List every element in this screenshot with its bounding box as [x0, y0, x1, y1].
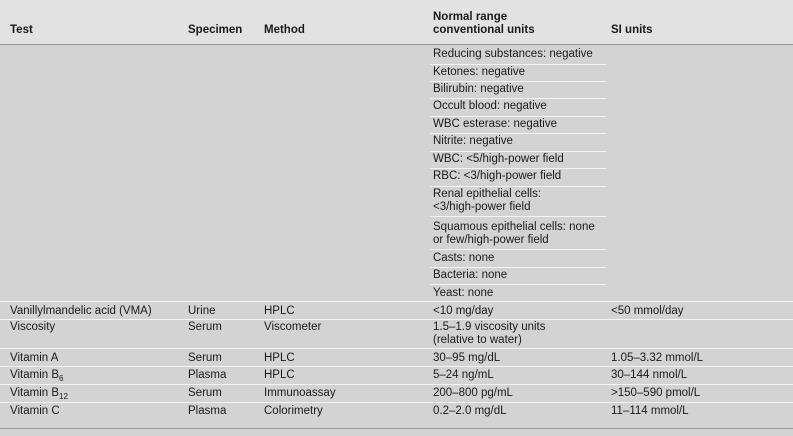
list-item: Casts: none: [433, 252, 495, 264]
cell-normal: <10 mg/day: [433, 305, 494, 317]
cell-test: Viscosity: [10, 321, 56, 333]
cell-test: Vitamin $B_6$: [10, 369, 64, 383]
list-item: <3/high-power field: [433, 201, 531, 213]
list-item: Bacteria: none: [433, 269, 508, 281]
cell-method: HPLC: [264, 352, 295, 364]
list-item: Occult blood: negative: [433, 100, 547, 112]
header-si-units: SI units: [611, 24, 653, 36]
list-item: WBC esterase: negative: [433, 118, 558, 130]
cell-method: HPLC: [264, 305, 295, 317]
cell-method: HPLC: [264, 369, 295, 381]
cell-specimen: Serum: [188, 352, 222, 364]
cell-test: Vitamin C: [10, 405, 60, 417]
header-test: Test: [10, 24, 33, 36]
cell-normal: 30–95 mg/dL: [433, 352, 501, 364]
cell-si: 30–144 nmol/L: [611, 369, 688, 381]
header-normal-range: Normal range: [433, 11, 508, 23]
cell-si: 11–114 mmol/L: [611, 405, 689, 417]
list-item: Ketones: negative: [433, 66, 526, 78]
cell-test: Vanillylmandelic acid (VMA): [10, 305, 152, 317]
header-conventional-units: conventional units: [433, 24, 535, 36]
cell-method: Immunoassay: [264, 387, 336, 399]
list-item: Renal epithelial cells:: [433, 188, 542, 200]
table-header: [0, 0, 793, 45]
header-method: Method: [264, 24, 305, 36]
cell-si: >150–590 pmol/L: [611, 387, 701, 399]
cell-test: Vitamin $B_{12}$: [10, 387, 68, 401]
cell-test: Vitamin A: [10, 352, 59, 364]
cell-normal: 200–800 pg/mL: [433, 387, 513, 399]
cell-specimen: Plasma: [188, 369, 227, 381]
cell-normal-note: (relative to water): [433, 334, 522, 346]
list-item: Squamous epithelial cells: none: [433, 221, 595, 233]
list-item: Yeast: none: [433, 287, 494, 299]
table-bottom-rule: [0, 428, 793, 429]
cell-normal: 0.2–2.0 mg/dL: [433, 405, 507, 417]
list-item: Reducing substances: negative: [433, 48, 593, 60]
list-item: Bilirubin: negative: [433, 83, 524, 95]
list-item: or few/high-power field: [433, 234, 549, 246]
cell-specimen: Urine: [188, 305, 216, 317]
list-item: RBC: <3/high-power field: [433, 170, 562, 182]
cell-normal: 1.5–1.9 viscosity units: [433, 321, 546, 333]
cell-method: Colorimetry: [264, 405, 323, 417]
cell-specimen: Serum: [188, 387, 222, 399]
list-item: Nitrite: negative: [433, 135, 513, 147]
cell-specimen: Plasma: [188, 405, 227, 417]
header-specimen: Specimen: [188, 24, 243, 36]
cell-normal: 5–24 ng/mL: [433, 369, 494, 381]
list-item: WBC: <5/high-power field: [433, 153, 564, 165]
cell-si: <50 mmol/day: [611, 305, 684, 317]
cell-specimen: Serum: [188, 321, 222, 333]
cell-method: Viscometer: [264, 321, 322, 333]
cell-si: 1.05–3.32 mmol/L: [611, 352, 704, 364]
